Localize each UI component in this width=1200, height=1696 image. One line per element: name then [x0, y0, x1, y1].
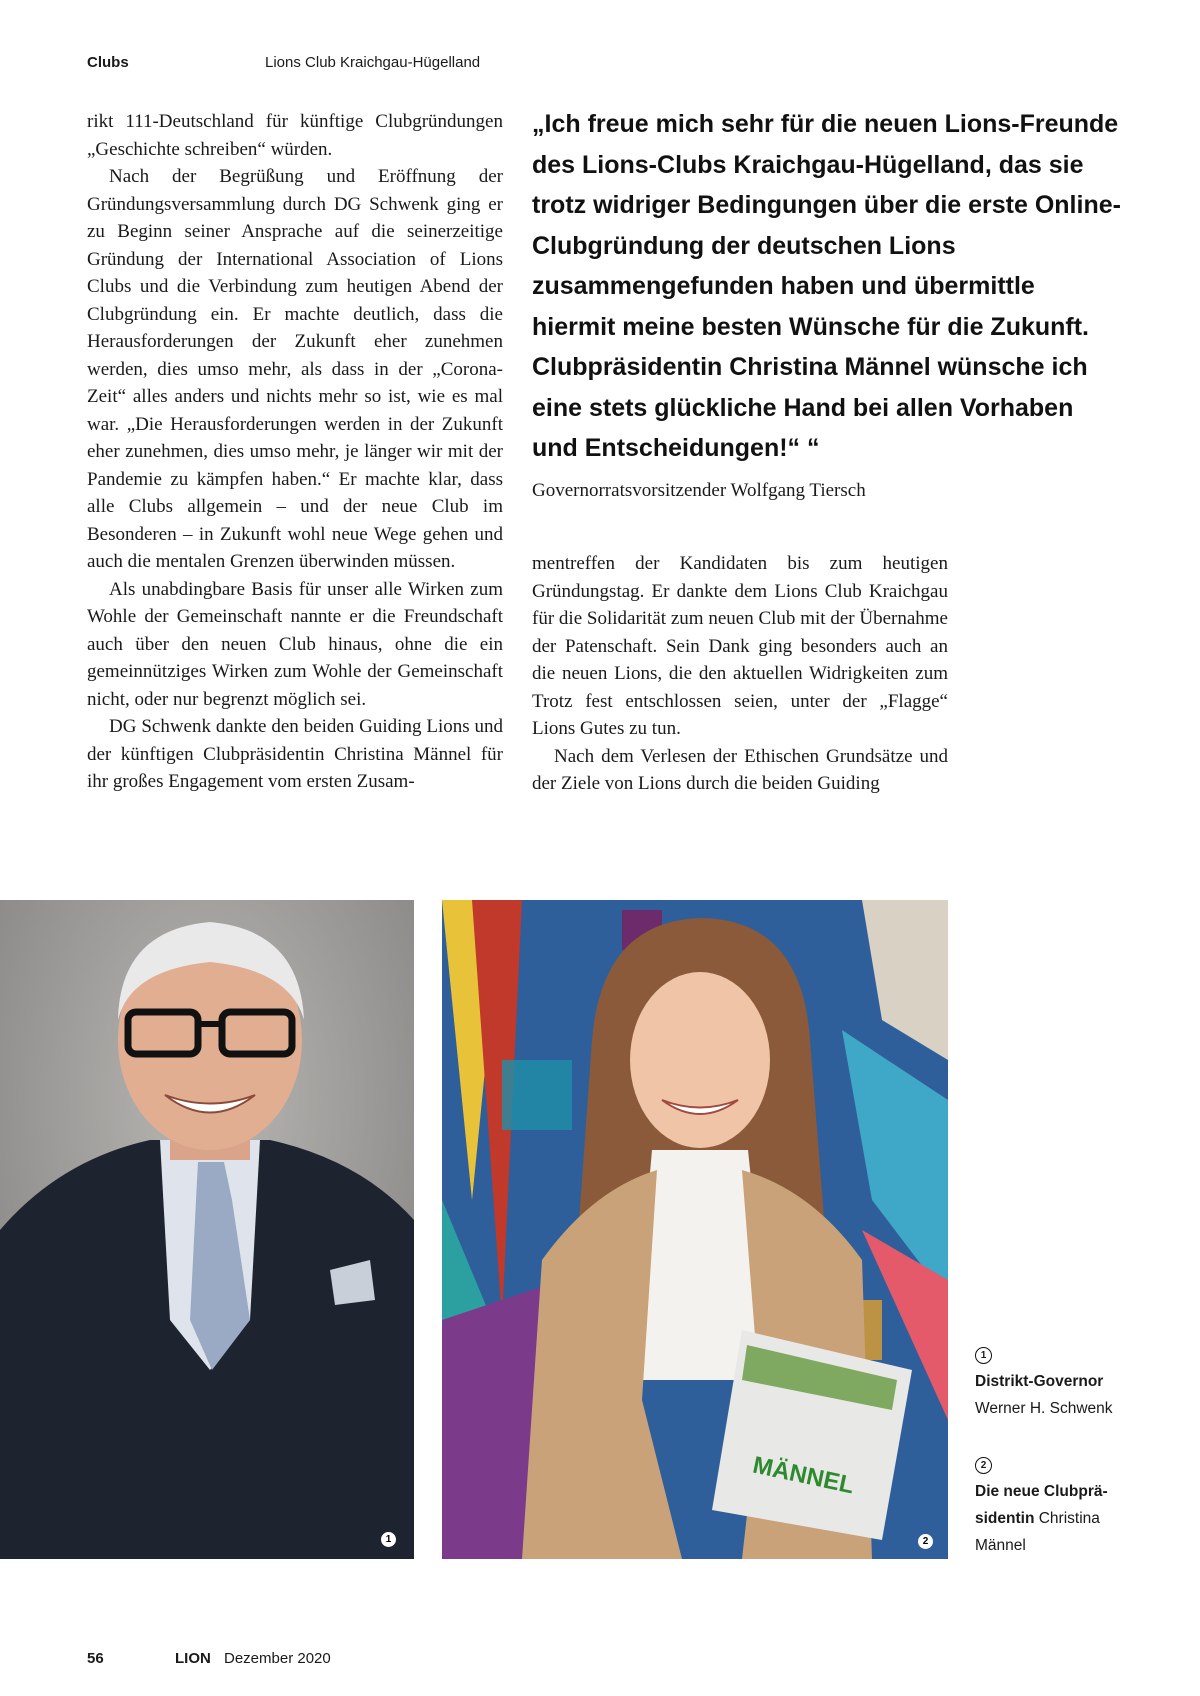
paragraph: Nach der Begrüßung und Eröffnung der Gründungsversammlung durch DG Schwenk ging er zu Beginn seiner Ansprache auf die seinerzeitige Gründung der International Association of Lions Clubs und die Verbindung zum heutigen Abend der Clubgründung ein. Er machte deutlich, dass die Herausforderungen der Zukunft eher zunehmen werden, dies umso mehr, als dass in der „Corona-Zeit“ alles anders und nichts mehr so ist, wie es mal war. „Die Herausforderungen werden in der Zukunft eher zunehmen, dies umso mehr, je länger wir mit der Pandemie zu kämpfen haben.“ Er machte klar, dass alle Clubs allgemein – und der neue Club im Besonderen – in Zukunft wohl neue Wege gehen und auch die mentalen Grenzen überwinden müssen.	[87, 166, 503, 572]
photo-number-badge: 1	[381, 1532, 396, 1547]
photo-number-badge: 2	[918, 1534, 933, 1549]
paragraph: mentreffen der Kandidaten bis zum heutigen Gründungstag. Er dankte dem Lions Club Kraichgau für die Solidarität zum neuen Club mit der Übernahme der Patenschaft. Sein Dank ging besonders auch an die neuen Lions, die den aktuellen Widrigkeiten zum Trotz fest entschlossen seien, unter der „Flagge“ Lions Gutes zu tun.	[532, 553, 948, 739]
page-number: 56	[87, 1650, 104, 1667]
photo-club-president	[442, 900, 948, 1559]
magazine-name: LION	[175, 1650, 211, 1667]
pull-quote: „Ich freue mich sehr für die neuen Lions-Freunde des Lions-Clubs Kraichgau-Hügelland, das sie trotz widriger Bedingungen über die erste Online-Clubgründung der deutschen Lions zusammengefunden haben und übermittle hiermit meine besten Wünsche für die Zukunft. Clubpräsidentin Christina Männel wünsche ich eine stets glückliche Hand bei allen Vorhaben und Entscheidungen!“ “	[532, 110, 1121, 462]
section-label: Clubs	[87, 54, 129, 71]
caption-number-badge: 1	[975, 1347, 992, 1364]
photo-caption	[975, 1478, 1115, 1559]
text-column-right	[532, 550, 948, 798]
caption-title: Die neue Clubprä- sidentin	[975, 1483, 1108, 1527]
paragraph: Als unabdingbare Basis für unser alle Wirken zum Wohle der Gemeinschaft nannte er die Freundschaft auch über den neuen Club hinaus, ohne die ein gemeinnütziges Wirken zum Wohle der Gemeinschaft nicht, oder nur begrenzt möglich sei.	[87, 578, 503, 710]
photo-district-governor	[0, 900, 414, 1559]
caption-text: Werner H. Schwenk	[975, 1400, 1113, 1417]
paragraph: rikt 111-Deutschland für künftige Clubgründungen „Geschichte schreiben“ würden.	[87, 111, 503, 160]
issue-date: Dezember 2020	[224, 1650, 331, 1667]
caption-title: Distrikt-Governor	[975, 1373, 1104, 1390]
binder-label: MÄNNEL	[750, 1451, 857, 1500]
photo-caption	[975, 1368, 1135, 1422]
caption-text: Christina Männel	[975, 1510, 1100, 1554]
paragraph: DG Schwenk dankte den beiden Guiding Lions und der künftigen Clubpräsidentin Christina Männel für ihr großes Engagement vom ersten Zusam-	[87, 716, 503, 792]
article-title: Lions Club Kraichgau-Hügelland	[265, 54, 481, 71]
caption-number-badge: 2	[975, 1457, 992, 1474]
paragraph: Nach dem Verlesen der Ethischen Grundsätze und der Ziele von Lions durch die beiden Guiding	[532, 745, 948, 794]
text-column-left	[87, 108, 503, 796]
quote-attribution: Governorratsvorsitzender Wolfgang Tiersch	[532, 480, 866, 501]
